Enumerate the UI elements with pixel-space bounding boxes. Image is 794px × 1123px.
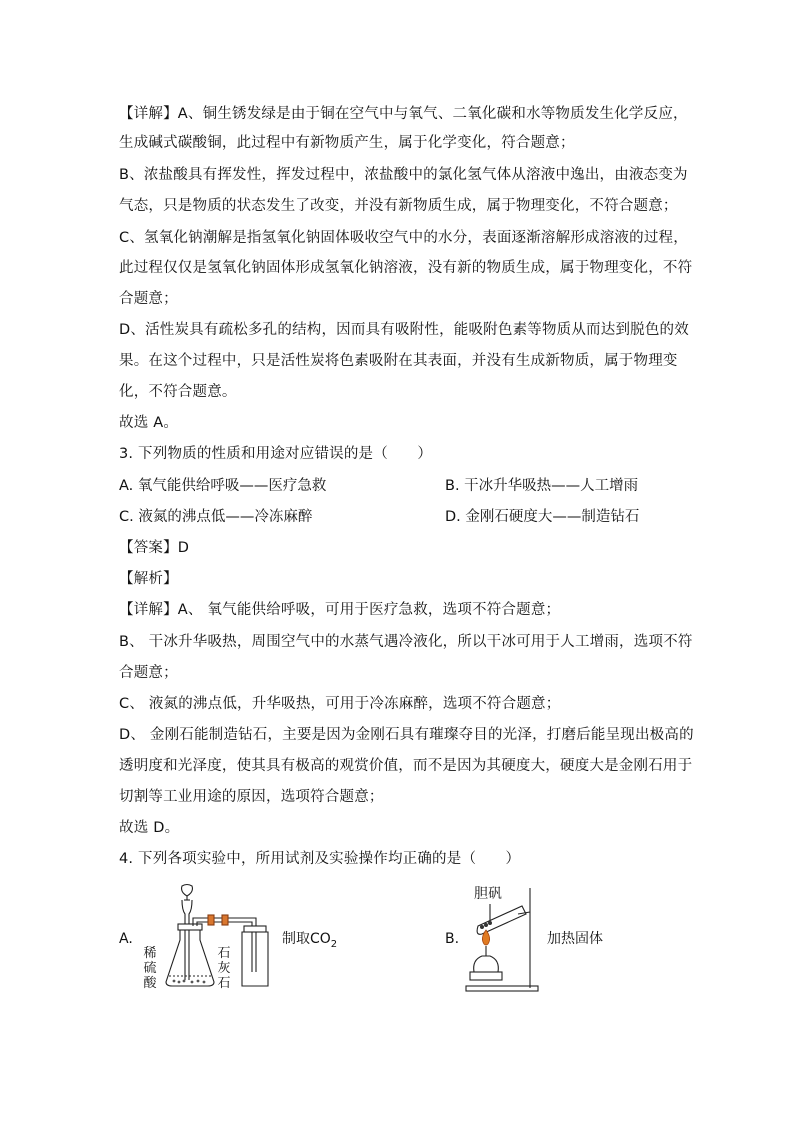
q2-explanation-line: 【详解】A、铜生锈发绿是由于铜在空气中与氧气、二氧化碳和水等物质发生化学反应， — [119, 106, 688, 122]
reagent-label: 胆矾 — [474, 886, 502, 902]
q3-explanation-line: 【详解】A、 氧气能供给呼吸，可用于医疗急救，选项不符合题意； — [119, 602, 561, 618]
limestone-label: 石 灰 石 — [217, 946, 231, 991]
q4-option-a-letter: A. — [119, 931, 133, 947]
q3-explanation-line: 合题意； — [119, 665, 178, 681]
q4-option-b-letter: B. — [445, 931, 460, 947]
q4-option-a-caption: 制取$CO_2$ — [282, 931, 338, 950]
q2-explanation-line: 果。在这个过程中，只是活性炭将色素吸附在其表面，并没有生成新物质，属于物理变 — [119, 353, 678, 369]
q3-explanation-line: B、 干冰升华吸热，周围空气中的水蒸气遇冷液化，所以干冰可用于人工增雨，选项不符 — [119, 634, 693, 650]
q2-explanation-line: 合题意； — [119, 291, 178, 307]
q2-explanation-line: 化，不符合题意。 — [119, 384, 237, 400]
q3-option-c: C. 液氮的沸点低——冷冻麻醉 — [119, 509, 313, 525]
q2-explanation-line: B、浓盐酸具有挥发性，挥发过程中，浓盐酸中的氯化氢气体从溶液中逸出，由液态变为 — [119, 167, 688, 183]
q2-explanation-line: 此过程仅仅是氢氧化钠固体形成氢氧化钠溶液，没有新的物质生成，属于物理变化，不符 — [119, 260, 693, 276]
dilute-sulfuric-acid-label: 稀 硫 酸 — [143, 946, 157, 991]
q3-explanation-line: 切割等工业用途的原因，选项符合题意； — [119, 789, 384, 805]
q3-answer: 【答案】D — [119, 540, 190, 556]
q3-stem: 3. 下列物质的性质和用途对应错误的是（ ） — [119, 446, 433, 462]
q2-explanation-line: D、活性炭具有疏松多孔的结构，因而具有吸附性，能吸附色素等物质从而达到脱色的效 — [119, 322, 689, 338]
q2-explanation-line: C、氢氧化钠潮解是指氢氧化钠固体吸收空气中的水分，表面逐渐溶解形成溶液的过程， — [119, 230, 688, 246]
q3-option-a: A. 氧气能供给呼吸——医疗急救 — [119, 478, 327, 494]
q3-explanation-line: 透明度和光泽度，使其具有极高的观赏价值，而不是因为其硬度大，硬度大是金刚石用于 — [119, 758, 693, 774]
q3-explanation-line: C、 液氮的沸点低，升华吸热，可用于冷冻麻醉，选项不符合题意； — [119, 696, 561, 712]
q2-conclusion: 故选 A。 — [119, 415, 179, 431]
q2-explanation-line: 生成碱式碳酸铜，此过程中有新物质产生，属于化学变化，符合题意； — [119, 135, 575, 151]
q3-explanation-line: D、 金刚石能制造钻石，主要是因为金刚石具有璀璨夺目的光泽，打磨后能呈现出极高的 — [119, 727, 694, 743]
q4-stem: 4. 下列各项实验中，所用试剂及实验操作均正确的是（ ） — [119, 851, 521, 867]
q3-option-d: D. 金刚石硬度大——制造钻石 — [445, 509, 640, 525]
q3-conclusion: 故选 D。 — [119, 820, 180, 836]
q3-option-b: B. 干冰升华吸热——人工增雨 — [445, 478, 639, 494]
q2-explanation-line: 气态，只是物质的状态发生了改变，并没有新物质生成，属于物理变化，不符合题意； — [119, 198, 678, 214]
heating-solid-apparatus — [460, 880, 550, 995]
q4-option-b-caption: 加热固体 — [547, 931, 603, 947]
q3-analysis-heading: 【解析】 — [119, 571, 178, 587]
